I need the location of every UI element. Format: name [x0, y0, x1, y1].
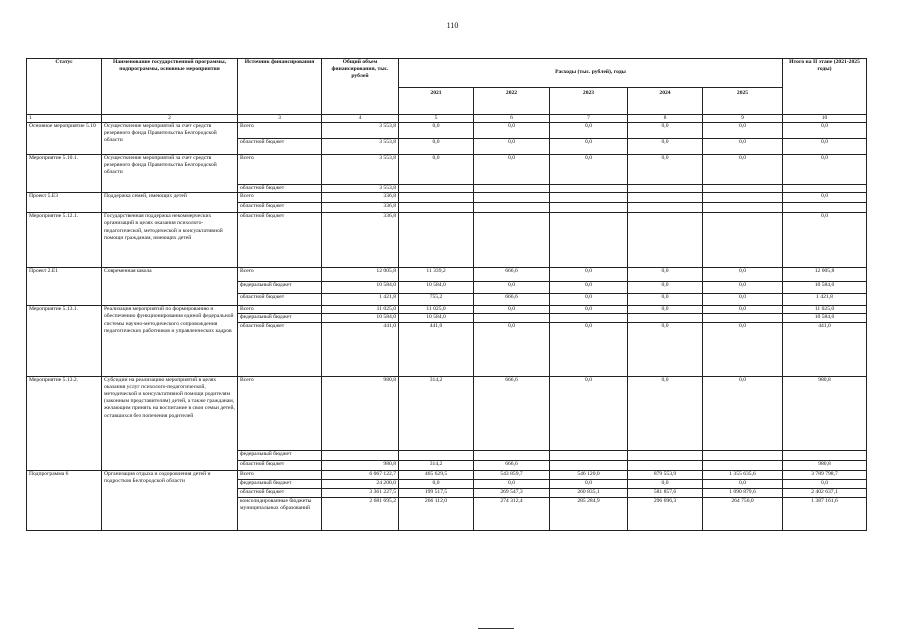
- header-status: Статус: [27, 59, 102, 115]
- year-value: [550, 193, 628, 203]
- table-row: [27, 268, 867, 282]
- funding-source: Всего: [238, 376, 322, 450]
- year-value: 0,0: [550, 123, 628, 139]
- funding-source: федеральный бюджет: [238, 282, 322, 294]
- column-index: 10: [783, 115, 867, 123]
- year-value: 666,6: [474, 460, 550, 470]
- row-status: Подпрограмма 6: [27, 470, 102, 530]
- funding-source: областной бюджет: [238, 213, 322, 268]
- funding-source: областной бюджет: [238, 203, 322, 213]
- year-value: 0,0: [703, 294, 783, 306]
- year-value: 0,0: [703, 123, 783, 139]
- stage-total-value: 10 584,0: [783, 282, 867, 294]
- column-index-row: [27, 115, 867, 123]
- year-value: 0,0: [399, 123, 474, 139]
- table-row: [27, 123, 867, 139]
- year-value: 314,2: [399, 376, 474, 450]
- total-value: 12 005,8: [322, 268, 399, 282]
- year-value: [703, 213, 783, 268]
- stage-total-value: 1 387 161,6: [783, 497, 867, 530]
- total-value: 3 361 227,5: [322, 488, 399, 497]
- year-value: [550, 203, 628, 213]
- total-value: 3 553,8: [322, 155, 399, 185]
- row-status: Мероприятие 5.13.2.: [27, 376, 102, 470]
- header-year: 2021: [399, 88, 474, 115]
- year-value: [474, 185, 550, 193]
- year-value: 465 629,5: [399, 470, 474, 479]
- year-value: 0,0: [550, 322, 628, 376]
- year-value: 0,0: [628, 123, 703, 139]
- year-value: 666,6: [474, 294, 550, 306]
- year-value: 0,0: [550, 282, 628, 294]
- year-value: 0,0: [399, 155, 474, 185]
- year-value: 0,0: [399, 139, 474, 155]
- year-value: 296 696,3: [628, 497, 703, 530]
- year-value: [550, 460, 628, 470]
- year-value: 0,0: [474, 282, 550, 294]
- year-value: 314,2: [399, 460, 474, 470]
- stage-total-value: 1 421,8: [783, 294, 867, 306]
- year-value: [399, 185, 474, 193]
- header-name: Наименование государственной программы, подпрограммы, основные мероприятия: [102, 59, 238, 115]
- column-index: 2: [102, 115, 238, 123]
- total-value: 10 584,0: [322, 314, 399, 322]
- year-value: 10 584,0: [399, 314, 474, 322]
- stage-total-value: 10 584,0: [783, 314, 867, 322]
- year-value: 666,6: [474, 268, 550, 282]
- year-value: 11 339,2: [399, 268, 474, 282]
- year-value: [703, 460, 783, 470]
- header-year: 2023: [550, 88, 628, 115]
- year-value: 11 025,0: [399, 306, 474, 314]
- year-value: 0,0: [703, 322, 783, 376]
- year-value: [703, 185, 783, 193]
- row-name: Осуществление мероприятий за счет средств резервного фонда Правительства Белгородской области: [102, 123, 238, 155]
- table-row: [27, 193, 867, 203]
- budget-table: [26, 58, 867, 531]
- total-value: [322, 450, 399, 460]
- year-value: 274 312,4: [474, 497, 550, 530]
- year-value: 0,0: [550, 155, 628, 185]
- year-value: [399, 193, 474, 203]
- stage-total-value: 12 005,8: [783, 268, 867, 282]
- table-row: [27, 470, 867, 479]
- year-value: 10 584,0: [399, 282, 474, 294]
- year-value: 0,0: [474, 322, 550, 376]
- row-name: Поддержка семей, имеющих детей: [102, 193, 238, 213]
- year-value: 0,0: [628, 306, 703, 314]
- table-row: [27, 213, 867, 268]
- column-index: 9: [703, 115, 783, 123]
- funding-source: Всего: [238, 268, 322, 282]
- year-value: 199 517,5: [399, 488, 474, 497]
- total-value: 10 584,0: [322, 282, 399, 294]
- header-expenses: Расходы (тыс. рублей), годы: [399, 59, 783, 88]
- year-value: 0,0: [399, 479, 474, 488]
- row-name: Реализация мероприятий по формированию и обеспечению функционирования единой федеральной системы научно-методического сопровождения педагогических работников и управленческих кадров: [102, 306, 238, 376]
- year-value: [703, 450, 783, 460]
- row-name: Организация отдыха и оздоровления детей и подростков Белгородской области: [102, 470, 238, 530]
- header-total: Общий объем финансирования, тыс. рублей: [322, 59, 399, 115]
- stage-total-value: 3 789 798,7: [783, 470, 867, 479]
- year-value: [550, 185, 628, 193]
- year-value: 0,0: [628, 139, 703, 155]
- stage-total-value: 11 025,0: [783, 306, 867, 314]
- total-value: 980,8: [322, 460, 399, 470]
- scan-mark: [478, 628, 514, 629]
- year-value: 266 112,0: [399, 497, 474, 530]
- year-value: 0,0: [550, 139, 628, 155]
- year-value: 1 090 879,6: [703, 488, 783, 497]
- funding-source: федеральный бюджет: [238, 450, 322, 460]
- year-value: 0,0: [474, 123, 550, 139]
- year-value: 0,0: [628, 282, 703, 294]
- year-value: 0,0: [628, 376, 703, 450]
- table-row: [27, 376, 867, 450]
- row-status: Мероприятие 5.13.1.: [27, 306, 102, 376]
- funding-source: консолидированные бюджеты муниципальных образований: [238, 497, 322, 530]
- funding-source: Всего: [238, 306, 322, 314]
- total-value: 1 421,8: [322, 294, 399, 306]
- year-value: 0,0: [703, 479, 783, 488]
- page-number: 110: [446, 21, 459, 30]
- year-value: [703, 314, 783, 322]
- funding-source: федеральный бюджет: [238, 479, 322, 488]
- total-value: 3 553,8: [322, 123, 399, 139]
- total-value: 6 067 122,7: [322, 470, 399, 479]
- year-value: [550, 213, 628, 268]
- year-value: [628, 460, 703, 470]
- table-row: [27, 155, 867, 185]
- stage-total-value: 441,0: [783, 322, 867, 376]
- total-value: 336,8: [322, 193, 399, 203]
- year-value: 0,0: [628, 294, 703, 306]
- year-value: 0,0: [550, 306, 628, 314]
- column-index: 4: [322, 115, 399, 123]
- year-value: 0,0: [474, 155, 550, 185]
- funding-source: Всего: [238, 193, 322, 203]
- row-name: Осуществление мероприятий за счет средств резервного фонда Правительства Белгородской области: [102, 155, 238, 193]
- funding-source: Всего: [238, 470, 322, 479]
- year-value: 666,6: [474, 376, 550, 450]
- year-value: 0,0: [474, 139, 550, 155]
- row-status: Основное мероприятие 5.10: [27, 123, 102, 155]
- year-value: [628, 185, 703, 193]
- column-index: 3: [238, 115, 322, 123]
- year-value: 0,0: [550, 268, 628, 282]
- year-value: 0,0: [703, 376, 783, 450]
- year-value: 0,0: [474, 306, 550, 314]
- year-value: 0,0: [628, 268, 703, 282]
- total-value: 11 025,0: [322, 306, 399, 314]
- funding-source: Всего: [238, 123, 322, 139]
- row-name: Государственная поддержка некоммерческих организаций в целях оказания психолого-педагогической, методической и консультативной помощи гражданам, имеющих детей: [102, 213, 238, 268]
- table-row: [27, 306, 867, 314]
- year-value: 0,0: [703, 155, 783, 185]
- stage-total-value: 980,8: [783, 376, 867, 450]
- year-value: [474, 213, 550, 268]
- year-value: 543 859,7: [474, 470, 550, 479]
- year-value: [550, 314, 628, 322]
- stage-total-value: 0,0: [783, 123, 867, 139]
- year-value: 0,0: [550, 376, 628, 450]
- stage-total-value: 0,0: [783, 213, 867, 268]
- stage-total-value: [783, 450, 867, 460]
- year-value: 755,2: [399, 294, 474, 306]
- year-value: [399, 213, 474, 268]
- column-index: 8: [628, 115, 703, 123]
- total-value: 2 681 695,2: [322, 497, 399, 530]
- year-value: [628, 203, 703, 213]
- year-value: 285 284,9: [550, 497, 628, 530]
- stage-total-value: 0,0: [783, 155, 867, 185]
- year-value: 0,0: [628, 155, 703, 185]
- row-status: Проект 2.Е1: [27, 268, 102, 306]
- year-value: [628, 193, 703, 203]
- total-value: 3 553,8: [322, 139, 399, 155]
- year-value: 0,0: [474, 479, 550, 488]
- total-value: 441,0: [322, 322, 399, 376]
- header-year: 2022: [474, 88, 550, 115]
- column-index: 1: [27, 115, 102, 123]
- funding-source: областной бюджет: [238, 294, 322, 306]
- header-year: 2024: [628, 88, 703, 115]
- total-value: 336,8: [322, 213, 399, 268]
- year-value: 0,0: [703, 268, 783, 282]
- year-value: [399, 450, 474, 460]
- year-value: 0,0: [550, 294, 628, 306]
- year-value: [474, 203, 550, 213]
- header-source: Источник финансирования: [238, 59, 322, 115]
- year-value: 0,0: [703, 139, 783, 155]
- stage-total-value: 980,8: [783, 460, 867, 470]
- header-result: Итого на II этапе (2021-2025 годы): [783, 59, 867, 115]
- year-value: [399, 203, 474, 213]
- year-value: [474, 314, 550, 322]
- year-value: 0,0: [703, 306, 783, 314]
- funding-source: областной бюджет: [238, 322, 322, 376]
- year-value: 879 553,9: [628, 470, 703, 479]
- stage-total-value: 2 402 637,1: [783, 488, 867, 497]
- row-status: Проект 5.Е3: [27, 193, 102, 213]
- year-value: [628, 314, 703, 322]
- total-value: 336,8: [322, 203, 399, 213]
- column-index: 5: [399, 115, 474, 123]
- year-value: 0,0: [550, 479, 628, 488]
- row-status: Мероприятие 5.12.1.: [27, 213, 102, 268]
- year-value: 0,0: [703, 282, 783, 294]
- funding-source: областной бюджет: [238, 139, 322, 155]
- year-value: [703, 193, 783, 203]
- header-year: 2025: [703, 88, 783, 115]
- row-name: Субсидии на реализацию мероприятий в целях оказания услуг психолого-педагогической, методической и консультативной помощи родителям (законным представителям) детей, а также гражданам, желающим принять на воспитание в свои семьи детей, оставшихся без попечения родителей: [102, 376, 238, 470]
- row-status: Мероприятие 5.10.1.: [27, 155, 102, 193]
- stage-total-value: 0,0: [783, 193, 867, 203]
- column-index: 6: [474, 115, 550, 123]
- year-value: 0,0: [628, 322, 703, 376]
- funding-source: областной бюджет: [238, 185, 322, 193]
- year-value: [628, 213, 703, 268]
- year-value: 546 120,0: [550, 470, 628, 479]
- stage-total-value: 0,0: [783, 479, 867, 488]
- year-value: 260 835,1: [550, 488, 628, 497]
- stage-total-value: [783, 185, 867, 193]
- year-value: [550, 450, 628, 460]
- year-value: 1 355 635,6: [703, 470, 783, 479]
- year-value: [474, 450, 550, 460]
- funding-source: федеральный бюджет: [238, 314, 322, 322]
- funding-source: Всего: [238, 155, 322, 185]
- year-value: [703, 203, 783, 213]
- stage-total-value: 0,0: [783, 139, 867, 155]
- funding-source: областной бюджет: [238, 488, 322, 497]
- year-value: 0,0: [628, 479, 703, 488]
- year-value: 269 547,3: [474, 488, 550, 497]
- total-value: 24 200,0: [322, 479, 399, 488]
- total-value: 3 553,8: [322, 185, 399, 193]
- year-value: 581 857,6: [628, 488, 703, 497]
- total-value: 980,8: [322, 376, 399, 450]
- funding-source: областной бюджет: [238, 460, 322, 470]
- year-value: [628, 450, 703, 460]
- year-value: [474, 193, 550, 203]
- budget-sheet: [26, 58, 866, 531]
- row-name: Современная школа: [102, 268, 238, 306]
- stage-total-value: [783, 203, 867, 213]
- year-value: 441,0: [399, 322, 474, 376]
- year-value: 264 756,0: [703, 497, 783, 530]
- column-index: 7: [550, 115, 628, 123]
